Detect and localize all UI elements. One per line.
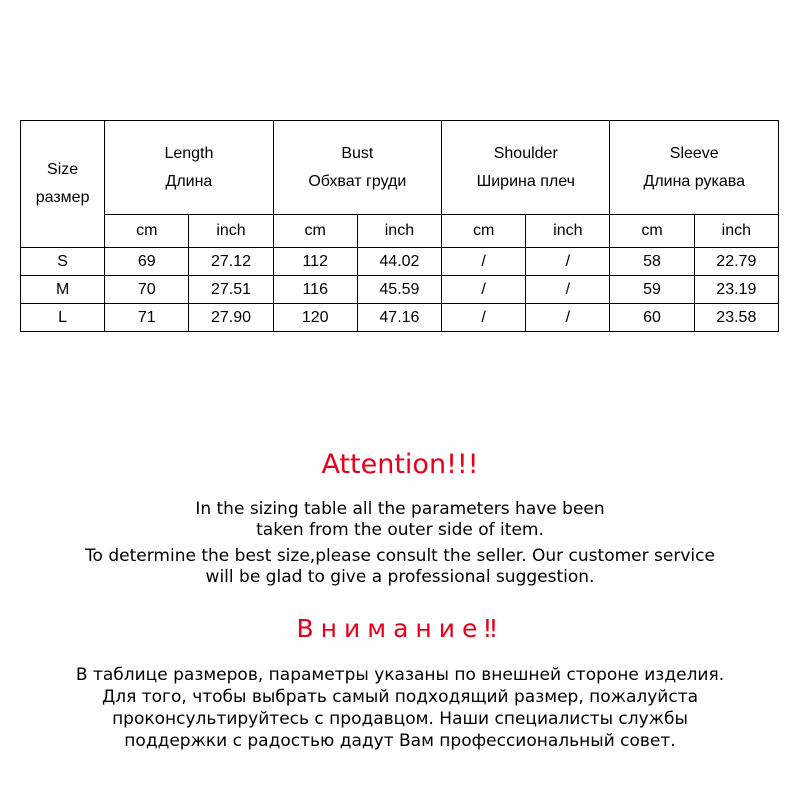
- value-cell: 23.58: [694, 304, 778, 332]
- value-cell: 120: [273, 304, 357, 332]
- bust-header-en: Bust: [341, 144, 374, 162]
- value-cell: 45.59: [357, 276, 441, 304]
- value-cell: 59: [610, 276, 694, 304]
- sleeve-header-en: Sleeve: [669, 144, 719, 162]
- size-header-en: Size: [47, 161, 79, 178]
- value-cell: 69: [105, 248, 189, 276]
- units-row: [21, 215, 779, 248]
- table-row: [21, 304, 779, 332]
- sleeve-header-ru: Длина рукава: [643, 172, 745, 190]
- notice-line: Для того, чтобы выбрать самый подходящий размер, пожалуйста: [101, 687, 699, 707]
- notice-line: will be glad to give a professional suggestion.: [205, 567, 595, 587]
- notice-line: taken from the outer side of item.: [256, 520, 544, 540]
- value-cell: /: [526, 276, 610, 304]
- unit-cell: cm: [610, 215, 694, 248]
- length-header-en: Length: [164, 144, 214, 162]
- sleeve-header-cell: [610, 121, 779, 215]
- unit-cell: inch: [189, 215, 273, 248]
- shoulder-header-ru: Ширина плеч: [476, 172, 575, 190]
- value-cell: /: [526, 248, 610, 276]
- value-cell: /: [442, 304, 526, 332]
- table-row: [21, 276, 779, 304]
- value-cell: /: [442, 276, 526, 304]
- size-cell: L: [21, 304, 105, 332]
- size-cell: M: [21, 276, 105, 304]
- size-cell: S: [21, 248, 105, 276]
- length-header-cell: [105, 121, 273, 215]
- value-cell: 58: [610, 248, 694, 276]
- notice-line: поддержки с радостью дадут Вам профессиональный совет.: [124, 731, 676, 751]
- value-cell: 22.79: [694, 248, 778, 276]
- size-chart-table: [20, 120, 779, 332]
- value-cell: 23.19: [694, 276, 778, 304]
- value-cell: 116: [273, 276, 357, 304]
- value-cell: 47.16: [357, 304, 441, 332]
- unit-cell: inch: [526, 215, 610, 248]
- value-cell: 71: [105, 304, 189, 332]
- notice-line: В таблице размеров, параметры указаны по внешней стороне изделия.: [75, 665, 725, 685]
- notice-paragraph-en-2: [0, 546, 800, 588]
- attention-heading-en: Attention!!!: [321, 449, 479, 480]
- notice-line: проконсультируйтесь с продавцом. Наши специалисты службы: [112, 709, 688, 729]
- shoulder-header-en: Shoulder: [493, 144, 558, 162]
- value-cell: 27.12: [189, 248, 273, 276]
- value-cell: /: [526, 304, 610, 332]
- notice-line: In the sizing table all the parameters have been: [195, 499, 605, 519]
- attention-heading-ru: Внимание‼: [296, 614, 504, 643]
- value-cell: 27.90: [189, 304, 273, 332]
- unit-cell: inch: [357, 215, 441, 248]
- unit-cell: cm: [273, 215, 357, 248]
- bust-header-ru: Обхват груди: [308, 172, 407, 190]
- notice-paragraph-ru: [0, 664, 800, 752]
- length-header-ru: Длина: [165, 172, 213, 190]
- notice-paragraph-en-1: [0, 499, 800, 541]
- unit-cell: cm: [105, 215, 189, 248]
- value-cell: 112: [273, 248, 357, 276]
- size-header-ru: размер: [35, 189, 90, 206]
- value-cell: 27.51: [189, 276, 273, 304]
- value-cell: 60: [610, 304, 694, 332]
- bust-header-cell: [273, 121, 441, 215]
- size-header-cell: [21, 121, 105, 248]
- shoulder-header-cell: [442, 121, 610, 215]
- value-cell: 70: [105, 276, 189, 304]
- unit-cell: inch: [694, 215, 778, 248]
- table-row: [21, 248, 779, 276]
- notice-line: To determine the best size,please consult the seller. Our customer service: [85, 546, 715, 566]
- unit-cell: cm: [442, 215, 526, 248]
- table-header-row: [21, 121, 779, 215]
- value-cell: /: [442, 248, 526, 276]
- value-cell: 44.02: [357, 248, 441, 276]
